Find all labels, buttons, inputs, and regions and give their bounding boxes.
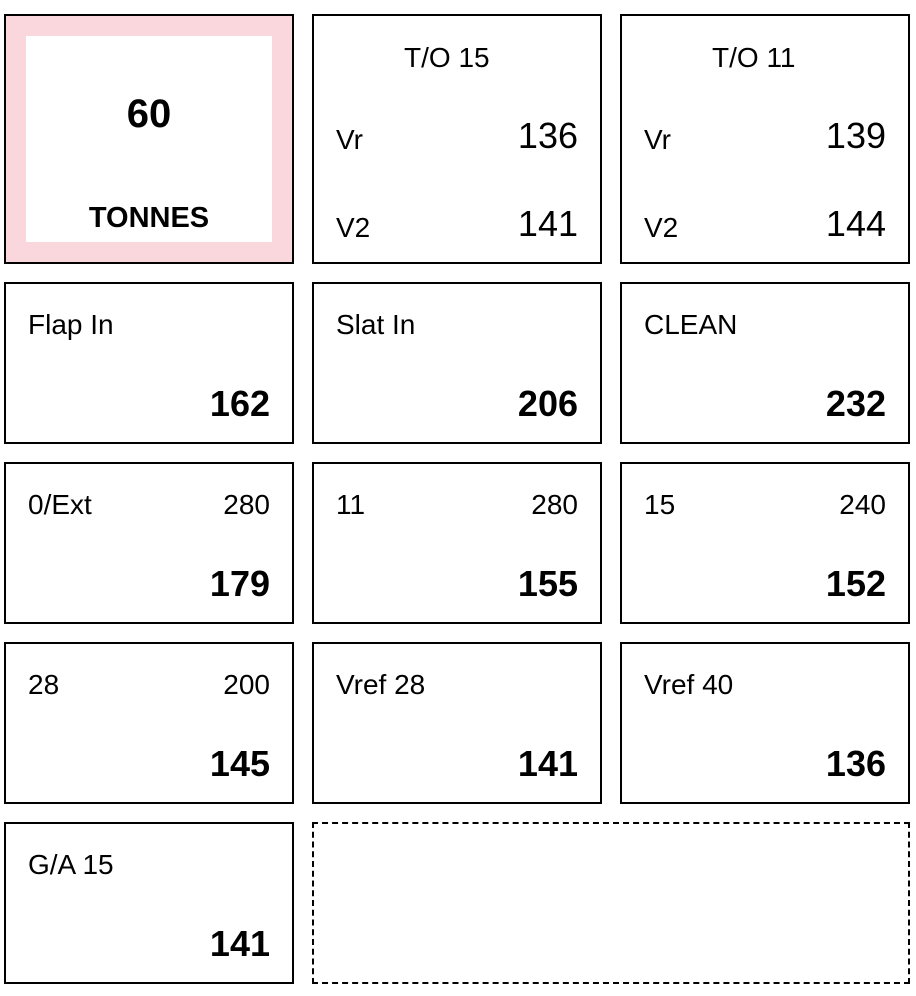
speed-label: 11 <box>336 489 366 520</box>
vr-value: 136 <box>517 115 578 156</box>
takeoff-title: T/O 15 <box>404 42 490 73</box>
empty-slot-placeholder[interactable] <box>312 822 910 984</box>
speed-value: 179 <box>209 563 270 604</box>
speed-label: 15 <box>644 489 676 520</box>
speed-label: Vref 28 <box>336 669 426 700</box>
speed-label: Flap In <box>28 309 114 340</box>
v2-label: V2 <box>644 212 679 243</box>
speed-card-flap-28[interactable] <box>4 642 294 804</box>
speed-label: G/A 15 <box>28 849 114 880</box>
speed-value: 232 <box>825 383 886 424</box>
speed-label: 0/Ext <box>28 489 92 520</box>
speed-value: 152 <box>825 563 886 604</box>
takeoff-title: T/O 11 <box>712 42 796 73</box>
speed-card-flap-in[interactable] <box>4 282 294 444</box>
speed-value: 145 <box>209 743 270 784</box>
vr-label: Vr <box>336 124 363 155</box>
weight-card[interactable] <box>4 14 294 264</box>
takeoff-card-15[interactable] <box>312 14 602 264</box>
speed-value: 141 <box>517 743 578 784</box>
speed-value: 141 <box>209 923 270 964</box>
v2-value: 141 <box>517 203 578 244</box>
speed-card-clean[interactable] <box>620 282 910 444</box>
speed-limit: 240 <box>839 489 886 520</box>
v2-label: V2 <box>336 212 371 243</box>
speed-limit: 280 <box>531 489 578 520</box>
speed-value: 162 <box>209 383 270 424</box>
speed-card-flap-11[interactable] <box>312 462 602 624</box>
vr-label: Vr <box>644 124 671 155</box>
speed-card-flap-15[interactable] <box>620 462 910 624</box>
speed-card-vref-28[interactable] <box>312 642 602 804</box>
speed-limit: 200 <box>223 669 270 700</box>
speed-value: 155 <box>517 563 578 604</box>
speed-card-flap-0-ext[interactable] <box>4 462 294 624</box>
speed-limit: 280 <box>223 489 270 520</box>
speed-label: CLEAN <box>644 309 738 340</box>
speed-card-slat-in[interactable] <box>312 282 602 444</box>
speed-label: Slat In <box>336 309 416 340</box>
speed-value: 206 <box>517 383 578 424</box>
speed-label: Vref 40 <box>644 669 734 700</box>
weight-inner-panel <box>26 36 272 242</box>
speed-label: 28 <box>28 669 60 700</box>
speed-card-go-around-15[interactable] <box>4 822 294 984</box>
weight-unit: TONNES <box>88 202 210 234</box>
takeoff-card-11[interactable] <box>620 14 910 264</box>
speed-card-vref-40[interactable] <box>620 642 910 804</box>
weight-value: 60 <box>126 92 172 136</box>
vr-value: 139 <box>825 115 886 156</box>
v2-value: 144 <box>825 203 886 244</box>
speed-value: 136 <box>825 743 886 784</box>
